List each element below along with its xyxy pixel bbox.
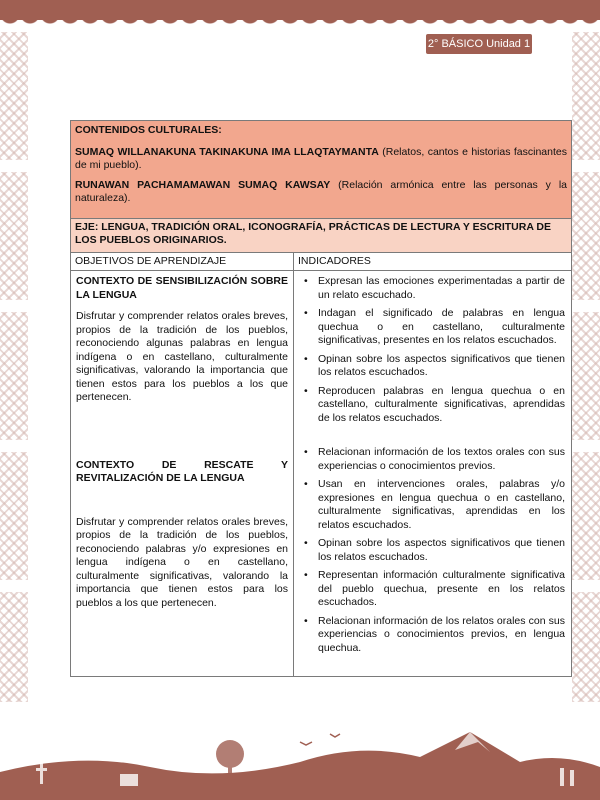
cultural-contents-section [71,121,571,219]
bullet-icon: • [304,614,308,627]
right-motif [572,172,600,300]
cultural-item-1-translation: (Relatos, cantos e historias fascinantes de mi pueblo). [75,145,567,171]
bullet-icon: • [304,352,308,365]
objective-1-text: Disfrutar y comprender relatos orales breves, propios de la tradición de los pueblos, reconociendo algunas palabras en lengua indígena o en castellano, culturalmente significativas, valorando la importancia que tienen estos para los pueblos a los que pertenecen. [76,310,288,403]
objective-2-text: Disfrutar y comprender relatos orales breves, propios de la tradición de los pueblos, reconociendo palabras y/o expresiones en lengua indígena o en castellano, culturalmente significativas, valorando la importancia que tienen estos para los pueblos a los que pertenecen. [76,515,288,609]
spacer [298,430,565,446]
cactus-shape [40,762,43,784]
bullet-icon: • [304,446,308,458]
right-motif [572,592,600,702]
indicator-item [304,307,565,348]
cactus-arm [36,768,47,771]
left-decorative-border [0,22,28,712]
indicator-text: Opinan sobre los aspectos significativos que tienen los relatos escuchados. [318,537,565,563]
indicator-item [304,352,565,380]
indicator-text: Indagan el significado de palabras en lengua quechua o en castellano, culturalmente significativas, presentes en los relatos escuchados. [318,307,565,346]
bullet-icon: • [304,307,308,319]
spacer [76,494,288,516]
objectives-cell [71,271,294,676]
indicator-item [304,275,565,302]
indicator-item [304,446,565,473]
person-figure [570,770,574,786]
indicator-item [304,537,565,564]
bullet-icon: • [304,537,308,549]
indicator-list-2 [298,446,565,655]
right-motif [572,32,600,160]
cultural-title: CONTENIDOS CULTURALES: [75,124,222,136]
left-motif [0,312,28,440]
curriculum-table [70,120,572,677]
tree-trunk [228,756,232,786]
bullet-icon: • [304,384,308,397]
cultural-item-1-quechua: SUMAQ WILLANAKUNA TAKINAKUNA IMA LLAQTAYMANTA [75,145,379,158]
indicator-text: Reproducen palabras en lengua quechua o en castellano, culturalmente significativas, aprendidas de los relatos escuchados. [318,384,565,424]
indicator-list-1 [298,275,565,425]
spacer [76,405,288,459]
indicator-text: Usan en intervenciones orales, palabras y/o expresiones en lengua quechua o en castellano, culturalmente significativas, aprendidas en los relatos escuchados. [318,478,565,531]
grade-unit-badge: 2° BÁSICO Unidad 1 [426,34,532,54]
top-scallop-border [0,14,600,26]
context-sensibilizacion-title: CONTEXTO DE SENSIBILIZACIÓN SOBRE LA LENGUA [76,275,288,301]
bottom-landscape-illustration [0,712,600,800]
indicator-text: Opinan sobre los aspectos significativos que tienen los relatos escuchados. [318,352,565,378]
indicator-item [304,478,565,532]
left-motif [0,592,28,702]
right-decorative-border [572,22,600,712]
context-rescate-title: CONTEXTO DE RESCATE Y REVITALIZACIÓN DE LA LENGUA [76,458,288,484]
house-shape [120,774,138,786]
left-motif [0,32,28,160]
right-motif [572,452,600,580]
top-decorative-band [0,0,600,20]
table-header-row [71,253,571,272]
indicator-text: Representan información culturalmente significativa del pueblo quechua, presente en los relatos escuchados. [318,569,565,608]
cultural-item-1 [75,146,567,173]
cultural-item-2-quechua: RUNAWAN PACHAMAMAWAN SUMAQ KAWSAY [75,178,331,191]
right-motif [572,312,600,440]
bullet-icon: • [304,569,308,581]
bullet-icon: • [304,275,308,287]
eje-row: EJE: LENGUA, TRADICIÓN ORAL, ICONOGRAFÍA, PRÁCTICAS DE LECTURA Y ESCRITURA DE LOS PUEBLOS ORIGINARIOS. [71,219,571,253]
cultural-item-2-translation: (Relación armónica entre las personas y la naturaleza). [75,178,567,204]
indicator-item [304,614,565,656]
left-motif [0,452,28,580]
indicator-text: Relacionan información de los relatos orales con sus experiencias o conocimientos previos, en lengua quechua. [318,614,565,654]
indicator-text: Expresan las emociones experimentadas a partir de un relato escuchado. [318,275,565,301]
indicator-text: Relacionan información de los textos orales con sus experiencias o conocimientos previos. [318,446,565,472]
table-body-row [71,271,571,676]
objectives-header: OBJETIVOS DE APRENDIZAJE [71,253,294,271]
indicator-item [304,569,565,610]
person-figure [560,768,564,786]
birds-icon [300,734,340,745]
indicators-cell [294,271,571,676]
cultural-item-2 [75,179,567,206]
indicator-item [304,384,565,426]
indicators-header: INDICADORES [298,254,371,267]
left-motif [0,172,28,300]
bullet-icon: • [304,478,308,490]
